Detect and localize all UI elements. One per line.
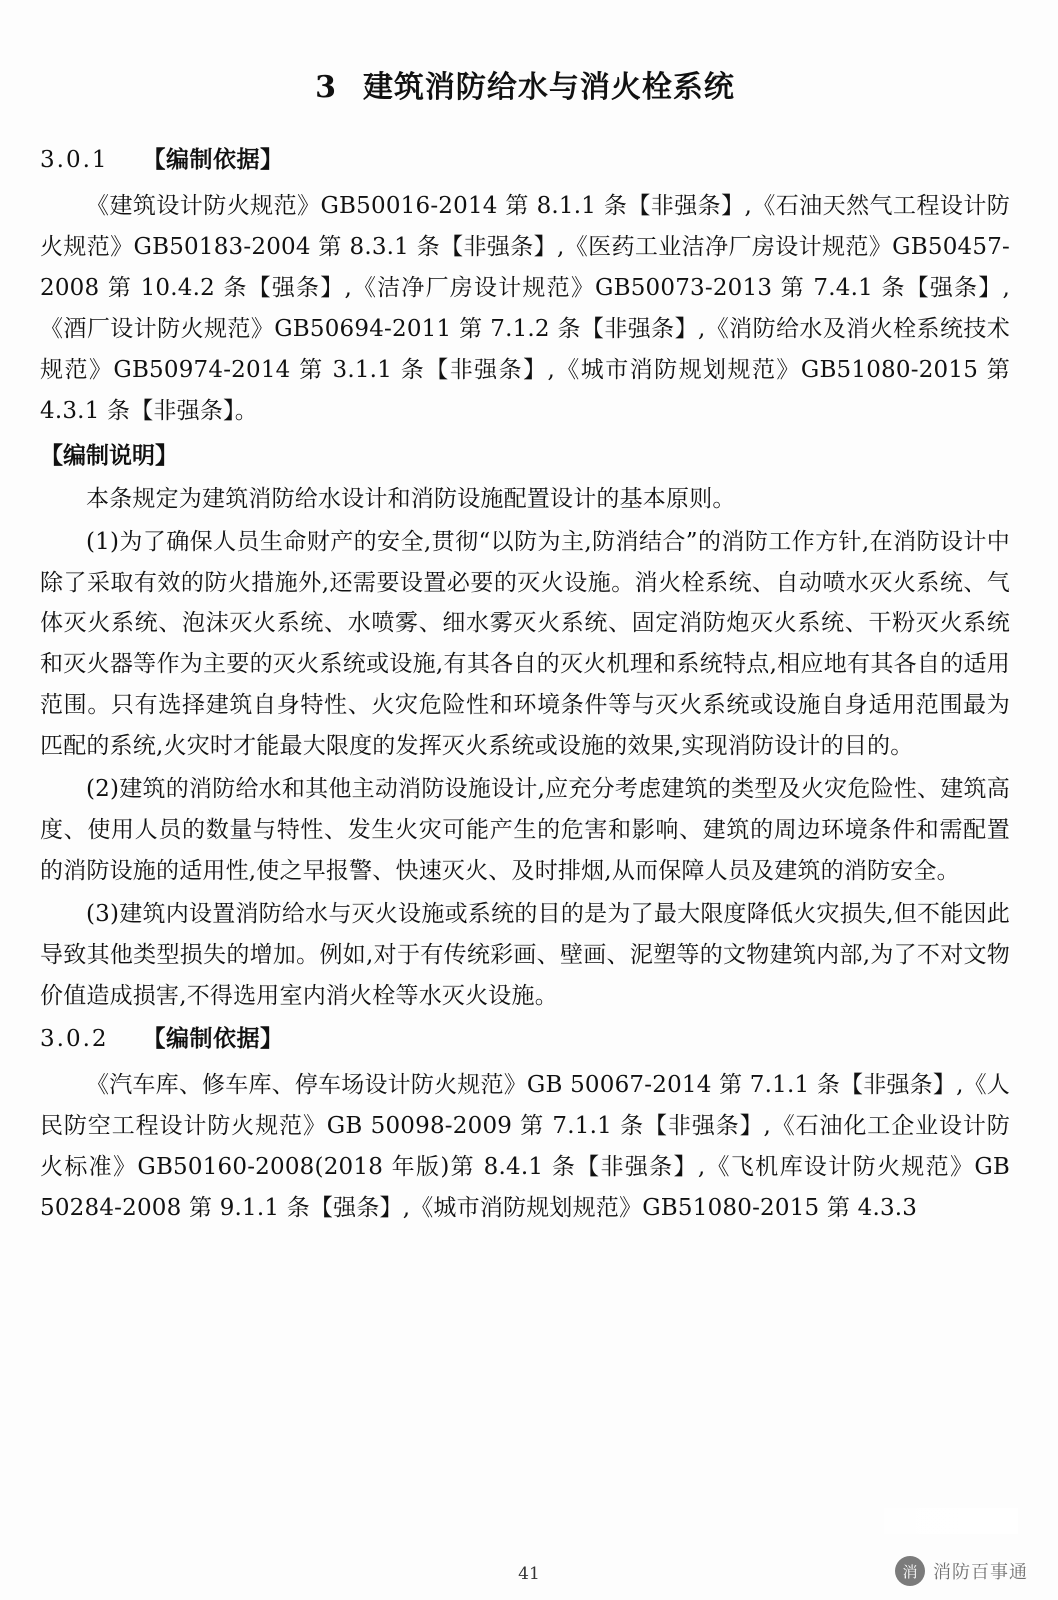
explain-item-2: (2)建筑的消防给水和其他主动消防设施设计,应充分考虑建筑的类型及火灾危险性、建筑高度、使用人员的数量与特性、发生火灾可能产生的危害和影响、建筑的周边环境条件和需配置的消防设施的适用性,使之早报警、快速灭火、及时排烟,从而保障人员及建筑的消防安全。 <box>40 776 1010 885</box>
explain-heading: 【编制说明】 <box>40 441 178 469</box>
clause-301-id: 3.0.1 <box>40 147 109 173</box>
clause-302-id: 3.0.2 <box>40 1025 109 1052</box>
page-smudge <box>868 1508 1018 1534</box>
watermark-text: 消防百事通 <box>933 1562 1028 1583</box>
clause-301-heading <box>40 140 1010 180</box>
clause-301-title: 【编制依据】 <box>142 146 284 173</box>
watermark-logo-icon: 消 <box>895 1556 925 1586</box>
watermark <box>895 1556 1028 1586</box>
explain-lead: 本条规定为建筑消防给水设计和消防设施配置设计的基本原则。 <box>86 485 736 512</box>
chapter-title-text: 建筑消防给水与消火栓系统 <box>362 70 735 105</box>
explain-item-1: (1)为了确保人员生命财产的安全,贯彻“以防为主,防消结合”的消防工作方针,在消防设计中除了采取有效的防火措施外,还需要设置必要的灭火设施。消火栓系统、自动喷水灭火系统、气体灭火系统、泡沫灭火系统、水喷雾、细水雾灭火系统、固定消防炮灭火系统、干粉灭火系统和灭火器等作为主要的灭火系统或设施,有其各自的灭火机理和系统特点,相应地有其各自的适用范围。只有选择建筑自身特性、火灾危险性和环境条件等与灭火系统或设施自身适用范围最为匹配的系统,火灾时才能最大限度的发挥灭火系统或设施的效果,实现消防设计的目的。 <box>40 528 1010 760</box>
chapter-number: 3 <box>315 70 337 105</box>
page-title <box>40 62 1010 106</box>
clause-302-heading <box>40 1019 1010 1059</box>
explain-item-3: (3)建筑内设置消防给水与灭火设施或系统的目的是为了最大限度降低火灾损失,但不能因此导致其他类型损失的增加。例如,对于有传统彩画、壁画、泥塑等的文物建筑内部,为了不对文物价值造成损害,不得选用室内消火栓等水灭火设施。 <box>40 901 1010 1009</box>
clause-301-paragraph: 《建筑设计防火规范》GB50016-2014 第 8.1.1 条【非强条】,《石油天然气工程设计防火规范》GB50183-2004 第 8.3.1 条【非强条】,《医药工业洁净厂房设计规范》GB50457-2008 第 10.4.2 条【强条】,《洁净厂房设计规范》GB50073-2013 第 7.4.1 条【强条】,《酒厂设计防火规范》GB50694-2011 第 7.1.2 条【非强条】,《消防给水及消火栓系统技术规范》GB50974-2014 第 3.1.1 条【非强条】,《城市消防规划规范》GB51080-2015 第 4.3.1 条【非强条】。 <box>40 193 1010 424</box>
clause-302-title: 【编制依据】 <box>142 1024 284 1052</box>
clause-302-paragraph: 《汽车库、修车库、停车场设计防火规范》GB 50067-2014 第 7.1.1 条【非强条】,《人民防空工程设计防火规范》GB 50098-2009 第 7.1.1 条【非强条】,《石油化工企业设计防火标准》GB50160-2008(2018 年版)第 8.4.1 条【非强条】,《飞机库设计防火规范》GB 50284-2008 第 9.1.1 条【强条】,《城市消防规划规范》GB51080-2015 第 4.3.3 <box>40 1071 1010 1221</box>
page-number: 41 <box>518 1564 540 1584</box>
